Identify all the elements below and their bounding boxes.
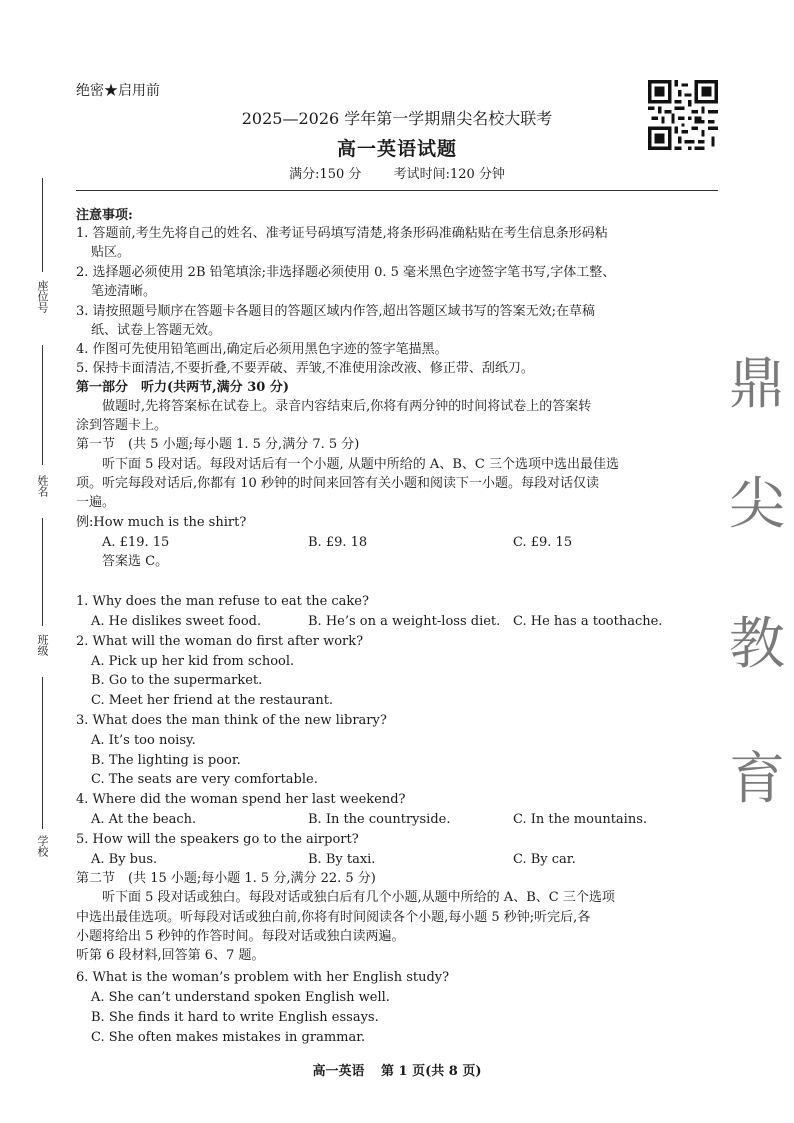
q1-option-c: C. He has a toothache.: [513, 614, 663, 629]
material-instruction: 听第 6 段材料,回答第 6、7 题。: [76, 948, 265, 963]
q3-option-c: C. The seats are very comfortable.: [91, 772, 318, 787]
q2-option-a: A. Pick up her kid from school.: [91, 654, 295, 669]
confidential-label: 绝密★启用前: [76, 83, 160, 99]
example-option-c: C. £9. 15: [513, 535, 573, 550]
q5-option-a: A. By bus.: [91, 852, 158, 867]
question-6: 6. What is the woman’s problem with her English study?: [76, 970, 450, 985]
example-option-a: A. £19. 15: [102, 535, 170, 550]
section1-heading: 第一节 (共 5 小题;每小题 1. 5 分,满分 7. 5 分): [76, 437, 360, 452]
exam-meta: [0, 163, 794, 182]
footer-page-number: 第 1 页(共 8 页): [381, 1064, 482, 1079]
section2-intro: 小题将给出 5 秒钟的作答时间。每段对话或独白读两遍。: [76, 929, 405, 944]
question-2: 2. What will the woman do first after work?: [76, 634, 364, 649]
q2-option-b: B. Go to the supermarket.: [91, 673, 263, 688]
part1-intro: 做题时,先将答案标在试卷上。录音内容结束后,你将有两分钟的时间将试卷上的答案转: [102, 399, 592, 414]
example-option-b: B. £9. 18: [308, 535, 368, 550]
question-1: 1. Why does the man refuse to eat the cake?: [76, 594, 369, 609]
q5-option-c: C. By car.: [513, 852, 576, 867]
qr-code-icon: [648, 80, 718, 150]
q6-option-c: C. She often makes mistakes in grammar.: [91, 1030, 366, 1045]
binding-line: [42, 518, 43, 626]
full-score: 满分:150 分: [289, 167, 362, 182]
footer-subject: 高一英语: [312, 1064, 365, 1079]
q4-option-b: B. In the countryside.: [308, 812, 451, 827]
part1-intro: 涂到答题卡上。: [76, 418, 168, 433]
page-footer: [0, 1060, 794, 1079]
header-divider: [76, 190, 718, 191]
part1-heading: 第一部分 听力(共两节,满分 30 分): [76, 380, 289, 395]
q3-option-b: B. The lighting is poor.: [91, 753, 241, 768]
seat-number-label: 座位号: [36, 280, 49, 313]
brand-char: 育: [729, 747, 785, 812]
brand-char: 鼎: [729, 352, 785, 417]
note-line: 4. 作图可先使用铅笔画出,确定后必须用黑色字迹的签字笔描黑。: [76, 342, 448, 357]
school-label: 学校: [36, 835, 49, 857]
note-line: 2. 选择题必须使用 2B 铅笔填涂;非选择题必须使用 0. 5 毫米黑色字迹签字笔书写,字体工整、: [76, 265, 616, 280]
section2-intro: 听下面 5 段对话或独白。每段对话或独白后有几个小题,从题中所给的 A、B、C 三个选项: [102, 890, 615, 905]
note-line: 笔迹清晰。: [91, 284, 157, 299]
note-line: 3. 请按照题号顺序在答题卡各题目的答题区域内作答,超出答题区域书写的答案无效;在草稿: [76, 304, 596, 319]
brand-char: 尖: [729, 472, 785, 537]
name-label: 姓名: [36, 475, 49, 497]
question-3: 3. What does the man think of the new library?: [76, 713, 387, 728]
binding-line: [42, 345, 43, 465]
notes-heading: 注意事项:: [76, 208, 133, 223]
q1-option-a: A. He dislikes sweet food.: [91, 614, 262, 629]
subject-title: 高一英语试题: [336, 138, 457, 160]
binding-line: [42, 677, 43, 829]
brand-char: 教: [729, 612, 785, 677]
q6-option-a: A. She can’t understand spoken English well.: [91, 990, 390, 1005]
q1-option-b: B. He’s on a weight-loss diet.: [308, 614, 501, 629]
question-5: 5. How will the speakers go to the airport?: [76, 832, 359, 847]
section1-intro: 听下面 5 段对话。每段对话后有一个小题, 从题中所给的 A、B、C 三个选项中选出最佳选: [102, 457, 619, 472]
question-4: 4. Where did the woman spend her last weekend?: [76, 792, 406, 807]
note-line: 贴区。: [91, 245, 131, 260]
q3-option-a: A. It’s too noisy.: [91, 733, 196, 748]
class-label: 班级: [36, 634, 49, 656]
q4-option-a: A. At the beach.: [91, 812, 197, 827]
exam-title: 2025—2026 学年第一学期鼎尖名校大联考: [241, 109, 553, 128]
note-line: 纸、试卷上答题无效。: [91, 323, 222, 338]
note-line: 1. 答题前,考生先将自己的姓名、准考证号码填写清楚,将条形码准确粘贴在考生信息条形码粘: [76, 226, 608, 241]
q5-option-b: B. By taxi.: [308, 852, 376, 867]
section2-intro: 中选出最佳选项。听每段对话或独白前,你将有时间阅读各个小题,每小题 5 秒钟;听完后,各: [76, 910, 591, 925]
exam-time: 考试时间:120 分钟: [393, 167, 505, 182]
section1-intro: 项。听完每段对话后,你都有 10 秒钟的时间来回答有关小题和阅读下一小题。每段对话仅读: [76, 476, 599, 491]
q6-option-b: B. She finds it hard to write English essays.: [91, 1010, 379, 1025]
section1-intro: 一遍。: [76, 495, 116, 510]
note-line: 5. 保持卡面清洁,不要折叠,不要弄破、弄皱,不准使用涂改液、修正带、刮纸刀。: [76, 361, 534, 376]
example-question: 例:How much is the shirt?: [76, 515, 247, 530]
section2-heading: 第二节 (共 15 小题;每小题 1. 5 分,满分 22. 5 分): [76, 871, 376, 886]
q2-option-c: C. Meet her friend at the restaurant.: [91, 693, 334, 708]
binding-line: [42, 178, 43, 272]
q4-option-c: C. In the mountains.: [513, 812, 648, 827]
example-answer: 答案选 C。: [102, 554, 169, 569]
